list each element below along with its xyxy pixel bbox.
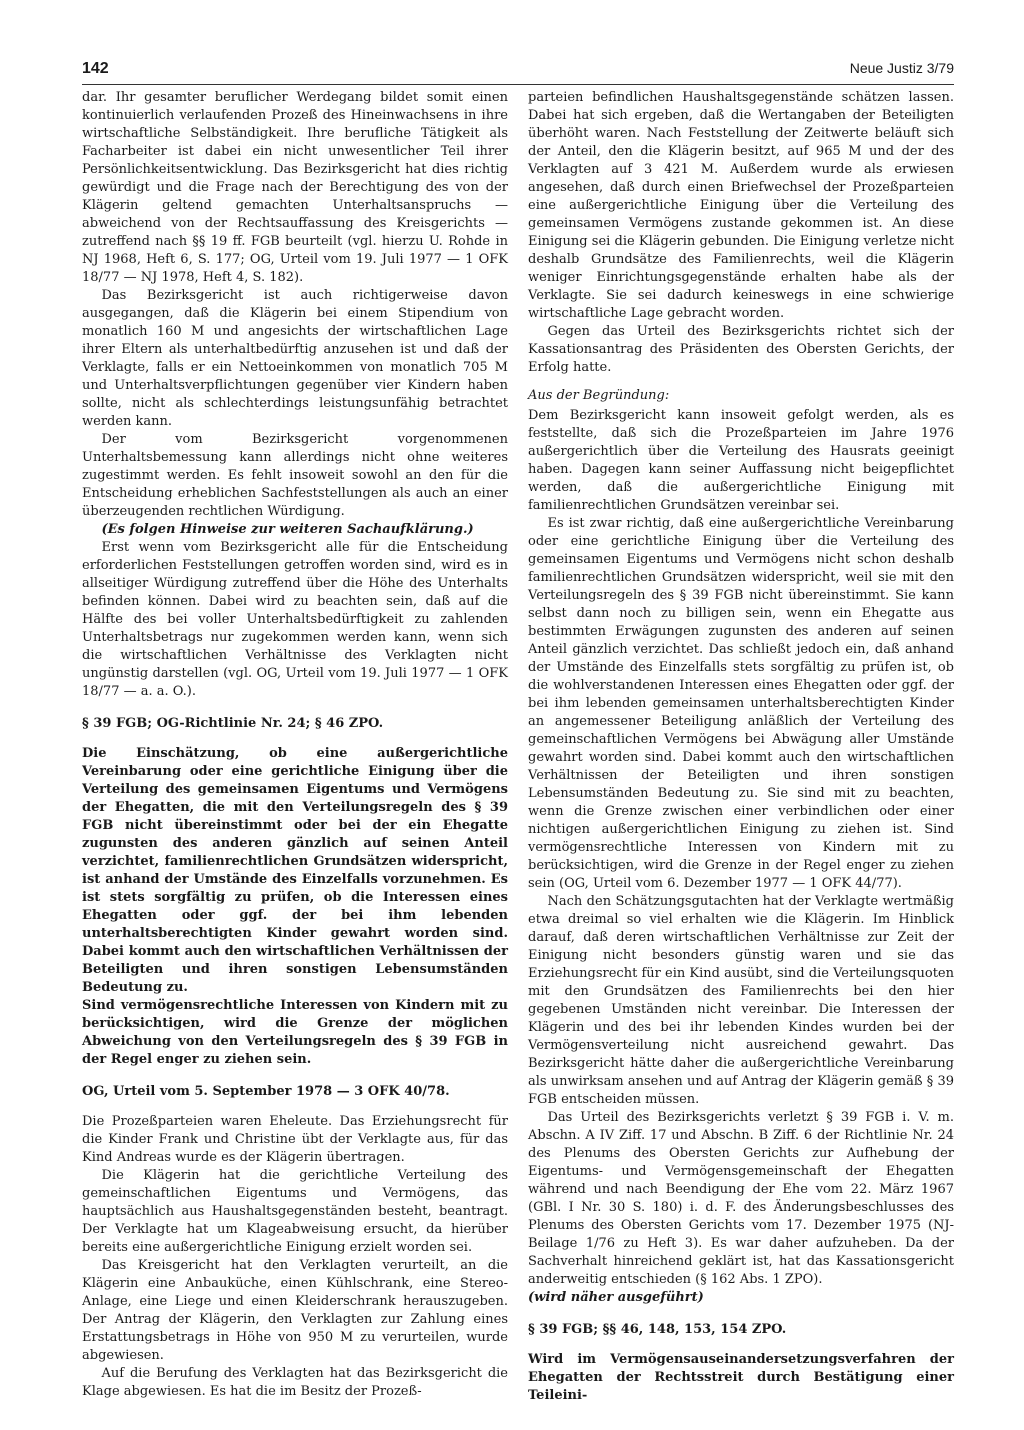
paragraph: Das Urteil des Bezirksgerichts verletzt § 39 FGB i. V. m. Abschn. A IV Ziff. 17 und Abschn. B Ziff. 6 der Richtlinie Nr. 24 des Plenums des Obersten Gerichts zur Aufhebung der Eigentums- und Vermögensgemeinschaft der Ehegatten während und nach Beendigung der Ehe vom 22. März 1967 (GBl. I Nr. 30 S. 180) i. d. F. des Änderungsbeschlusses des Plenums des Obersten Gerichts vom 17. Dezember 1975 (NJ-Beilage 1/76 zu Heft 3). Es war daher aufzuheben. Da der Sachverhalt hinreichend geklärt ist, hat das Kassationsgericht anderweitig entschieden (§ 162 Abs. 1 ZPO). [528,1110,954,1287]
paragraph: Die Prozeßparteien waren Eheleute. Das Erziehungsrecht für die Kinder Frank und Christine übt der Verklagte aus, für das Kind Andreas wurde es der Klägerin übertragen. [82,1114,508,1165]
journal-title: Neue Justiz 3/79 [849,60,954,76]
case-citation: OG, Urteil vom 5. September 1978 — 3 OFK 40/78. [82,1084,450,1099]
section-heading: § 39 FGB; §§ 46, 148, 153, 154 ZPO. [528,1322,787,1337]
page-number: 142 [82,60,109,77]
headnote: Wird im Vermögensauseinandersetzungsverfahren der Ehegatten der Rechtsstreit durch Bestätigung einer Teileini- [528,1352,954,1403]
paragraph: parteien befindlichen Haushaltsgegenstände schätzen lassen. Dabei hat sich ergeben, daß die Wertangaben der Beteiligten überhöht waren. Nach Feststellung der Zeitwerte beläuft sich der Anteil, den die Klägerin besitzt, auf 965 M und der des Verklagten auf 3 421 M. Außerdem wurde als erwiesen angesehen, daß durch einen Briefwechsel der Prozeßparteien eine außergerichtliche Einigung über die Verteilung des gemeinsamen Vermögens zustande gekommen ist. An diese Einigung sei die Klägerin gebunden. Die Einigung verletze nicht deshalb Grundsätze des Familienrechts, weil die Klägerin weniger Einrichtungsgegenstände erhalten habe als der Verklagte. Sie sei dadurch keineswegs in eine schwierige wirtschaftliche Lage gebracht worden. [528,90,954,321]
editorial-note: (wird näher ausgeführt) [528,1290,704,1305]
paragraph: Nach den Schätzungsgutachten hat der Verklagte wertmäßig etwa dreimal so viel erhalten wie die Klägerin. Im Hinblick darauf, daß deren wirtschaftlichen Verhältnisse zur Zeit der Einigung nicht besonders günstig waren und sie das Erziehungsrecht für ein Kind ausübt, sind die Verteilungsquoten mit den Grundsätzen des Familienrechts bei den hier gegebenen Umständen nicht vereinbar. Die Interessen der Klägerin und des bei ihr lebenden Kindes wurden bei der Vermögensverteilung nicht ausreichend gewahrt. Das Bezirksgericht hätte daher die außergerichtliche Vereinbarung als unwirksam ansehen und auf Antrag der Klägerin gemäß § 39 FGB entscheiden müssen. [528,894,954,1107]
section-heading: § 39 FGB; OG-Richtlinie Nr. 24; § 46 ZPO. [82,716,384,731]
editorial-note: (Es folgen Hinweise zur weiteren Sachaufklärung.) [101,522,474,537]
paragraph: Das Kreisgericht hat den Verklagten verurteilt, an die Klägerin eine Anbauküche, einen Kühlschrank, eine Stereo-Anlage, eine Liege und einen Kleiderschrank herauszugeben. Der Antrag der Klägerin, den Verklagten zur Zahlung eines Erstattungsbetrags in Höhe von 950 M zu verurteilen, wurde abgewiesen. [82,1258,508,1363]
headnote: Sind vermögensrechtliche Interessen von Kindern mit zu berücksichtigen, wird die Grenze der möglichen Abweichung von den Verteilungsregeln des § 39 FGB in der Regel enger zu ziehen sein. [82,998,508,1067]
headnote: Die Einschätzung, ob eine außergerichtliche Vereinbarung oder eine gerichtliche Einigung über die Verteilung des gemeinsamen Eigentums und Vermögens der Ehegatten, die mit den Verteilungsregeln des § 39 FGB nicht übereinstimmt oder bei der ein Ehegatte zugunsten des anderen gänzlich auf seinen Anteil verzichtet, familienrechtlichen Grundsätzen widerspricht, ist anhand der Umstände des Einzelfalls vorzunehmen. Es ist stets sorgfältig zu prüfen, ob die Interessen eines Ehegatten oder ggf. der bei ihm lebenden unterhaltsberechtigten Kinder gewahrt worden sind. Dabei kommt auch den wirtschaftlichen Verhältnissen der Beteiligten und ihren sonstigen Lebensumständen Bedeutung zu. [82,746,508,995]
columns [82,89,954,1405]
paragraph: Es ist zwar richtig, daß eine außergerichtliche Vereinbarung oder eine gerichtliche Einigung über die Verteilung des gemeinsamen Eigentums und Vermögens nicht schon deshalb familienrechtlichen Grundsätzen widerspricht, weil sie mit den Verteilungsregeln des § 39 FGB nicht übereinstimmt. Sie kann selbst dann noch zu billigen sein, wenn ein Ehegatte aus bestimmten Erwägungen zugunsten des anderen auf seinen Anteil gänzlich verzichtet. Das schließt jedoch ein, daß anhand der Umstände des Einzelfalls stets sorgfältig zu prüfen ist, ob die wohlverstandenen Interessen eines Ehegatten oder ggf. der bei ihm lebenden gemeinsamen unterhaltsberechtigten Kinder an angemessener Beteiligung anläßlich der Verteilung des gemeinschaftlichen Vermögens bei Abwägung aller Umstände gewahrt worden sind. Dabei kommt auch den wirtschaftlichen Verhältnissen der Beteiligten und ihren sonstigen Lebensumständen Bedeutung zu. Sie sind mit zu beachten, wenn die Grenze zwischen einer verbindlichen oder einer nichtigen außergerichtlichen Einigung zu ziehen ist. Sind vermögensrechtliche Interessen von Kindern mit zu berücksichtigen, wird die Grenze in der Regel enger zu ziehen sein (OG, Urteil vom 6. Dezember 1977 — 1 OFK 44/77). [528,516,954,891]
right-column [528,89,954,1405]
paragraph: Das Bezirksgericht ist auch richtigerweise davon ausgegangen, daß die Klägerin bei einem Stipendium von monatlich 160 M und angesichts der wirtschaftlichen Lage ihrer Eltern als unterhaltbedürftig anzusehen ist und daß der Verklagte, falls er ein Nettoeinkommen von monatlich 705 M und Unterhaltsverpflichtungen gegenüber vier Kindern haben sollte, nicht als schlechterdings leistungsunfähig betrachtet werden kann. [82,288,508,429]
paragraph: Auf die Berufung des Verklagten hat das Bezirksgericht die Klage abgewiesen. Es hat die im Besitz der Prozeß- [82,1366,508,1399]
paragraph: Gegen das Urteil des Bezirksgerichts richtet sich der Kassationsantrag des Präsidenten des Obersten Gerichts, der Erfolg hatte. [528,324,954,375]
page-header [82,60,954,85]
paragraph: Erst wenn vom Bezirksgericht alle für die Entscheidung erforderlichen Feststellungen getroffen worden sind, wird es in allseitiger Würdigung zutreffend über die Höhe des Unterhalts befinden können. Dabei wird zu beachten sein, daß auf die Hälfte des bei voller Unterhaltsbedürftigkeit zu zahlenden Unterhaltsbetrags nur zugekommen werden kann, wenn sich die wirtschaftlichen Verhältnisse des Verklagten nicht ungünstig darstellen (vgl. OG, Urteil vom 19. Juli 1977 — 1 OFK 18/77 — a. a. O.). [82,540,508,699]
left-column [82,89,508,1405]
paragraph: Die Klägerin hat die gerichtliche Verteilung des gemeinschaftlichen Eigentums und Vermögens, das hauptsächlich aus Haushaltsgegenständen besteht, beantragt. Der Verklagte hat um Klageabweisung ersucht, da hierüber bereits eine außergerichtliche Einigung erzielt worden sei. [82,1168,508,1255]
paragraph: Der vom Bezirksgericht vorgenommenen Unterhaltsbemessung kann allerdings nicht ohne weiteres zugestimmt werden. Es fehlt insoweit sowohl an den für die Entscheidung erheblichen Sachfeststellungen als auch an einer überzeugenden rechtlichen Würdigung. [82,432,508,519]
subheading: Aus der Begründung: [528,388,670,403]
paragraph: Dem Bezirksgericht kann insoweit gefolgt werden, als es feststellte, daß sich die Prozeßparteien im Jahre 1976 außergerichtlich über die Verteilung des Hausrats geeinigt haben. Dagegen kann seiner Auffassung nicht beigepflichtet werden, daß die außergerichtliche Einigung mit familienrechtlichen Grundsätzen vereinbar sei. [528,408,954,513]
paragraph: dar. Ihr gesamter beruflicher Werdegang bildet somit einen kontinuierlich verlaufenden Prozeß des Hineinwachsens in ihre wirtschaftliche Selbständigkeit. Ihre berufliche Tätigkeit als Facharbeiter ist dabei ein nicht unwesentlicher Teil ihrer Persönlichkeitsentwicklung. Das Bezirksgericht hat dies richtig gewürdigt und die Frage nach der Berechtigung des von der Klägerin geltend gemachten Unterhaltsanspruchs — abweichend von der Rechtsauffassung des Kreisgerichts — zutreffend nach §§ 19 ff. FGB beurteilt (vgl. hierzu U. Rohde in NJ 1968, Heft 6, S. 177; OG, Urteil vom 19. Juli 1977 — 1 OFK 18/77 — NJ 1978, Heft 4, S. 182). [82,90,508,285]
